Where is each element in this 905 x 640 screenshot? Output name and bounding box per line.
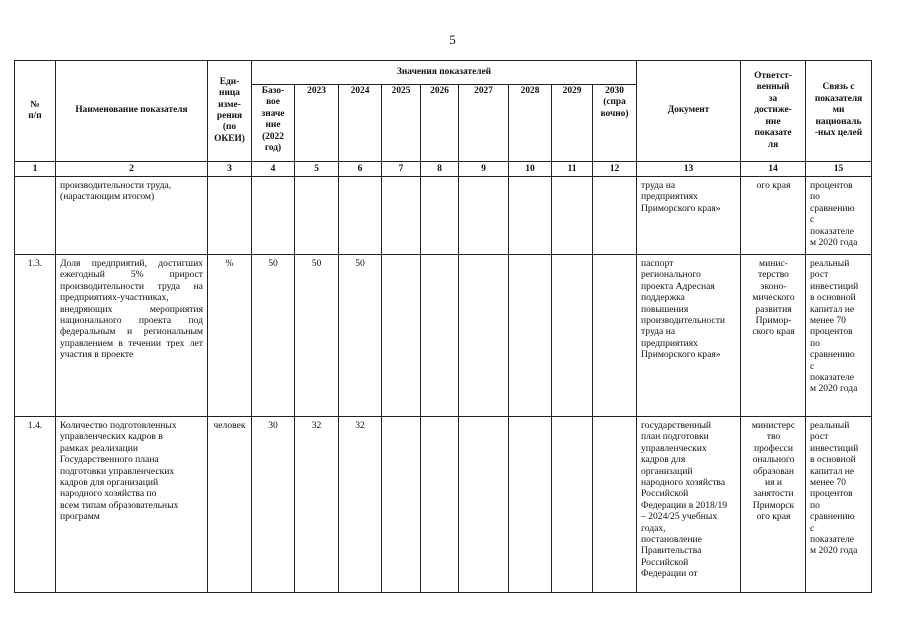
national-goal-link: реальный рост инвестиций в основной капитал не менее 70 процентов по сравнению с показателе м 2020 года [806,417,872,593]
header-year-2024: 2024 [339,85,382,162]
header-values-group: Значения показателей [252,61,637,85]
header-number: № п/п [15,61,56,162]
column-number: 7 [382,162,421,177]
header-year-2023: 2023 [295,85,339,162]
row-number [15,177,56,255]
value-2026 [421,255,459,417]
value-2025 [382,417,421,593]
value-2026 [421,417,459,593]
column-numbers-row [15,162,872,177]
value-2025 [382,177,421,255]
value-2027 [459,417,509,593]
header-link: Связь с показателя ми националь -ных целей [806,61,872,162]
column-number: 1 [15,162,56,177]
row-number: 1.4. [15,417,56,593]
indicator-name: Количество подготовленных управленческих кадров в рамках реализации Государственного плана подготовки управленческих кадров для организаций народного хозяйства по всем типам образовательных программ [56,417,208,593]
column-number: 9 [459,162,509,177]
base-value: 50 [252,255,295,417]
header-responsible: Ответст- венный за достиже- ние показате ля [741,61,806,162]
indicator-name: Доля предприятий, достигших ежегодный 5% прирост производительности труда на предприятиях-участниках, внедряющих мероприятия национального проекта под федеральным и региональным управлением в течении трех лет участия в проекте [56,255,208,417]
value-2024: 50 [339,255,382,417]
document-cell: труда на предприятиях Приморского края» [637,177,741,255]
indicators-table [14,60,872,593]
value-2027 [459,255,509,417]
responsible-cell: министерс тво професси онального образован ия и занятости Приморск ого края [741,417,806,593]
header-year-2028: 2028 [509,85,552,162]
header-year-2030: 2030 (спра вочно) [593,85,637,162]
value-2029 [552,177,593,255]
base-value [252,177,295,255]
base-value: 30 [252,417,295,593]
column-number: 15 [806,162,872,177]
column-number: 4 [252,162,295,177]
table-row [15,255,872,417]
header-year-2026: 2026 [421,85,459,162]
table-row [15,417,872,593]
value-2026 [421,177,459,255]
column-number: 6 [339,162,382,177]
value-2028 [509,417,552,593]
header-indicator-name: Наименование показателя [56,61,208,162]
unit-cell: % [208,255,252,417]
header-year-2029: 2029 [552,85,593,162]
column-number: 12 [593,162,637,177]
value-2029 [552,417,593,593]
table-row [15,177,872,255]
value-2025 [382,255,421,417]
national-goal-link: процентов по сравнению с показателе м 2020 года [806,177,872,255]
column-number: 11 [552,162,593,177]
header-document: Документ [637,61,741,162]
page-number: 5 [449,32,456,47]
value-2030 [593,177,637,255]
document-cell: государственный план подготовки управленческих кадров для организаций народного хозяйства Российской Федерации в 2018/19 – 2024/25 учебных годах, постановление Правительства Российской Федерации от [637,417,741,593]
column-number: 14 [741,162,806,177]
header-year-2027: 2027 [459,85,509,162]
indicator-name: производительности труда, (нарастающим итогом) [56,177,208,255]
value-2024: 32 [339,417,382,593]
column-number: 3 [208,162,252,177]
document-cell: паспорт регионального проекта Адресная поддержка повышения производительности труда на предприятиях Приморского края» [637,255,741,417]
value-2030 [593,417,637,593]
unit-cell: человек [208,417,252,593]
column-number: 10 [509,162,552,177]
header-year-2025: 2025 [382,85,421,162]
column-number: 2 [56,162,208,177]
column-number: 13 [637,162,741,177]
value-2030 [593,255,637,417]
column-number: 8 [421,162,459,177]
value-2023: 50 [295,255,339,417]
row-number: 1.3. [15,255,56,417]
value-2023 [295,177,339,255]
national-goal-link: реальный рост инвестиций в основной капитал не менее 70 процентов по сравнению с показателе м 2020 года [806,255,872,417]
responsible-cell: минис- терство эконо- мического развития Примор- ского края [741,255,806,417]
value-2023: 32 [295,417,339,593]
value-2028 [509,255,552,417]
header-base-value: Базо- вое значе ние (2022 год) [252,85,295,162]
value-2029 [552,255,593,417]
responsible-cell: ого края [741,177,806,255]
column-number: 5 [295,162,339,177]
value-2024 [339,177,382,255]
value-2027 [459,177,509,255]
value-2028 [509,177,552,255]
unit-cell [208,177,252,255]
header-row-1 [15,61,872,85]
header-unit: Еди- ница изме- рения (по ОКЕИ) [208,61,252,162]
